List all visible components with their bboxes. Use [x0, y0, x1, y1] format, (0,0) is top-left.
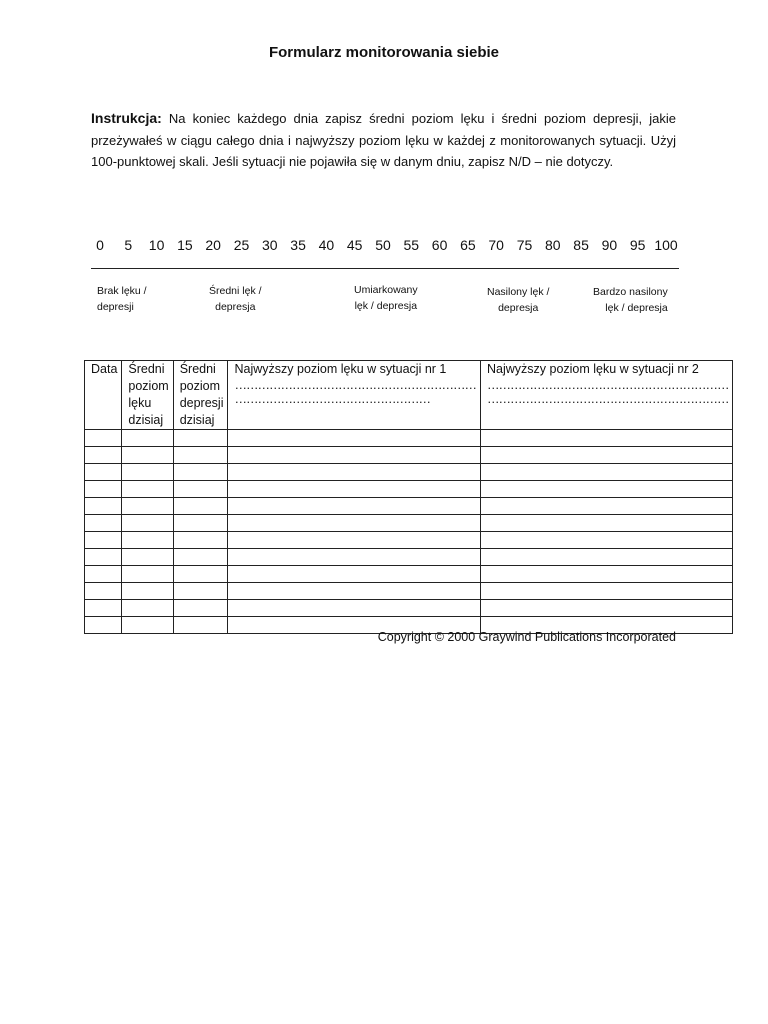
cell-avg-depression[interactable]: [173, 600, 228, 617]
scale-tick-label: 10: [148, 237, 165, 253]
scale-tick-label: 35: [290, 237, 306, 253]
cell-date[interactable]: [85, 447, 122, 464]
cell-situation-2[interactable]: [480, 566, 733, 583]
cell-avg-depression[interactable]: [173, 447, 228, 464]
scale-tick-label: 55: [403, 237, 420, 253]
cell-situation-1[interactable]: [228, 498, 481, 515]
cell-situation-2[interactable]: [480, 430, 733, 447]
header-avg-depression: Średni poziom depresji dzisiaj: [173, 361, 228, 430]
instructions-paragraph: [91, 108, 676, 173]
cell-situation-2[interactable]: [480, 498, 733, 515]
cell-date[interactable]: [85, 566, 122, 583]
rating-scale-numbers: [91, 237, 679, 257]
scale-tick-label: 50: [375, 237, 391, 253]
cell-date[interactable]: [85, 515, 122, 532]
scale-tick-label: 95: [629, 237, 646, 253]
table-row: [85, 464, 733, 481]
header-avg-anxiety: Średni poziom lęku dzisiaj: [122, 361, 173, 430]
situation-2-blank-line-1[interactable]: ………………………………………………………: [486, 378, 729, 392]
table-row: [85, 481, 733, 498]
cell-date[interactable]: [85, 549, 122, 566]
table-row: [85, 566, 733, 583]
cell-situation-1[interactable]: [228, 447, 481, 464]
scale-label-average: Średni lęk / depresja: [209, 285, 262, 313]
scale-tick-label: 70: [488, 237, 504, 253]
cell-avg-anxiety[interactable]: [122, 566, 173, 583]
table-row: [85, 430, 733, 447]
cell-situation-1[interactable]: [228, 464, 481, 481]
scale-tick-label: 75: [516, 237, 533, 253]
monitoring-table: [84, 360, 733, 634]
table-row: [85, 583, 733, 600]
cell-avg-anxiety[interactable]: [122, 481, 173, 498]
cell-situation-2[interactable]: [480, 583, 733, 600]
table-row: [85, 532, 733, 549]
scale-tick-label: 80: [545, 237, 561, 253]
cell-avg-anxiety[interactable]: [122, 447, 173, 464]
cell-situation-1[interactable]: [228, 515, 481, 532]
scale-tick-label: 15: [177, 237, 193, 253]
cell-avg-depression[interactable]: [173, 481, 228, 498]
copyright-notice: Copyright © 2000 Graywind Publications Incorporated: [377, 630, 676, 644]
scale-tick-label: 30: [262, 237, 278, 253]
cell-avg-anxiety[interactable]: [122, 515, 173, 532]
cell-situation-1[interactable]: [228, 583, 481, 600]
cell-situation-2[interactable]: [480, 464, 733, 481]
scale-tick-label: 100: [654, 237, 678, 253]
cell-date[interactable]: [85, 498, 122, 515]
table-row: [85, 447, 733, 464]
cell-situation-2[interactable]: [480, 447, 733, 464]
instructions-text: Na koniec każdego dnia zapisz średni poziom lęku i średni poziom depresji, jakie przeżywałeś w ciągu całego dnia i najwyższy poziom lęku w każdej z monitorowanych sytuacji. Użyj 100-punktowej skali. Jeśli sytuacji nie pojawiła się w danym dniu, zapisz N/D – nie dotyczy.: [91, 111, 676, 169]
situation-2-blank-line-2[interactable]: ………………………………………………………: [486, 392, 729, 406]
cell-situation-1[interactable]: [228, 566, 481, 583]
cell-avg-depression[interactable]: [173, 498, 228, 515]
cell-avg-depression[interactable]: [173, 583, 228, 600]
cell-avg-depression[interactable]: [173, 430, 228, 447]
cell-avg-anxiety[interactable]: [122, 600, 173, 617]
cell-situation-2[interactable]: [480, 600, 733, 617]
cell-date[interactable]: [85, 464, 122, 481]
header-date: Data: [85, 361, 122, 430]
table-row: [85, 515, 733, 532]
cell-situation-2[interactable]: [480, 481, 733, 498]
cell-avg-depression[interactable]: [173, 617, 228, 634]
scale-tick-label: 20: [205, 237, 221, 253]
cell-situation-2[interactable]: [480, 532, 733, 549]
situation-1-blank-line-1[interactable]: ………………………………………………………: [234, 378, 476, 392]
cell-avg-depression[interactable]: [173, 532, 228, 549]
scale-tick-label: 5: [124, 237, 133, 253]
scale-label-severe: Nasilony lęk / depresja: [487, 286, 550, 314]
cell-avg-anxiety[interactable]: [122, 430, 173, 447]
cell-avg-anxiety[interactable]: [122, 464, 173, 481]
scale-tick-label: 85: [573, 237, 589, 253]
scale-tick-label: 40: [318, 237, 335, 253]
table-row: [85, 549, 733, 566]
scale-tick-label: 90: [601, 237, 618, 253]
cell-situation-1[interactable]: [228, 481, 481, 498]
rating-scale-line: [91, 268, 679, 269]
cell-situation-1[interactable]: [228, 532, 481, 549]
cell-date[interactable]: [85, 532, 122, 549]
cell-avg-depression[interactable]: [173, 464, 228, 481]
form-title: Formularz monitorowania siebie: [268, 44, 500, 61]
scale-tick-label: 60: [431, 237, 448, 253]
cell-avg-depression[interactable]: [173, 566, 228, 583]
table-header-row: [85, 361, 733, 430]
cell-avg-depression[interactable]: [173, 549, 228, 566]
cell-situation-2[interactable]: [480, 515, 733, 532]
scale-label-very-severe: Bardzo nasilony lęk / depresja: [593, 286, 668, 314]
scale-label-none: Brak lęku / depresji: [97, 285, 147, 313]
cell-situation-1[interactable]: [228, 549, 481, 566]
cell-date[interactable]: [85, 600, 122, 617]
cell-situation-2[interactable]: [480, 549, 733, 566]
cell-avg-anxiety[interactable]: [122, 549, 173, 566]
scale-label-moderate: Umiarkowany lęk / depresja: [354, 284, 418, 312]
scale-tick-label: 45: [346, 237, 363, 253]
cell-avg-anxiety[interactable]: [122, 583, 173, 600]
table-body: [85, 430, 733, 634]
cell-avg-anxiety[interactable]: [122, 498, 173, 515]
cell-date[interactable]: [85, 430, 122, 447]
scale-tick-label: 25: [233, 237, 250, 253]
situation-1-blank-line-2[interactable]: ……………………………………………: [234, 392, 430, 406]
scale-tick-label: 0: [96, 237, 104, 253]
table-row: [85, 498, 733, 515]
cell-situation-1[interactable]: [228, 430, 481, 447]
cell-avg-anxiety[interactable]: [122, 532, 173, 549]
scale-tick-label: 65: [460, 237, 476, 253]
cell-date[interactable]: [85, 481, 122, 498]
cell-date[interactable]: [85, 583, 122, 600]
instructions-label: Instrukcja:: [91, 110, 162, 126]
cell-date[interactable]: [85, 617, 122, 634]
cell-situation-1[interactable]: [228, 600, 481, 617]
header-situation-1: Najwyższy poziom lęku w sytuacji nr 1 ……………………………………………………… ……………………………………………: [228, 361, 481, 430]
header-situation-2: Najwyższy poziom lęku w sytuacji nr 2 ……………………………………………………… ………………………………………………………: [480, 361, 733, 430]
table-row: [85, 600, 733, 617]
cell-avg-anxiety[interactable]: [122, 617, 173, 634]
cell-avg-depression[interactable]: [173, 515, 228, 532]
